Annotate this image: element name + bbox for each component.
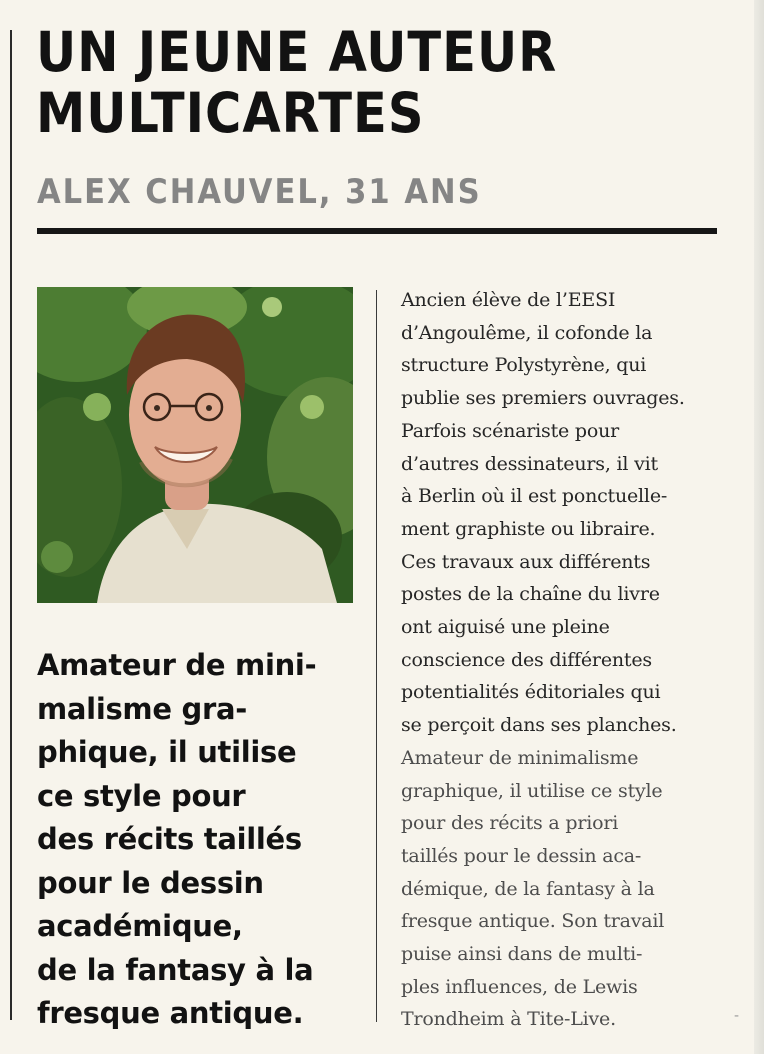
portrait-illustration xyxy=(37,287,353,603)
body-line: postes de la chaîne du livre xyxy=(401,583,660,606)
header-divider xyxy=(37,228,717,234)
article-title xyxy=(36,22,716,144)
column-divider xyxy=(376,290,377,1022)
pull-quote-line: malisme gra- xyxy=(37,691,247,726)
body-line: graphique, il utilise ce style xyxy=(401,779,663,802)
arrow-mark-icon: ‐ xyxy=(734,1008,740,1024)
body-line: ont aiguisé une pleine xyxy=(401,616,610,639)
pull-quote-line: pour le dessin xyxy=(37,865,264,900)
body-line: taillés pour le dessin aca- xyxy=(401,844,642,867)
title-line-2: MULTICARTES xyxy=(36,81,425,145)
body-line: ment graphiste ou libraire. xyxy=(401,517,656,540)
portrait-photo xyxy=(37,287,353,603)
left-margin-rule xyxy=(10,30,12,1020)
pull-quote-line: de la fantasy à la xyxy=(37,952,314,987)
body-line: Parfois scénariste pour xyxy=(401,419,620,442)
pull-quote-line: académique, xyxy=(37,909,243,943)
body-line: pour des récits a priori xyxy=(401,812,619,835)
pull-quote-line: phique, il utilise xyxy=(37,735,297,769)
body-line: structure Polystyrène, qui xyxy=(401,354,647,377)
body-line: publie ses premiers ouvrages. xyxy=(401,387,685,410)
body-line: Trondheim à Tite-Live. xyxy=(401,1008,616,1031)
pull-quote-line: des récits taillés xyxy=(37,822,302,856)
body-line: à Berlin où il est ponctuelle- xyxy=(401,485,668,508)
pull-quote-line: ce style pour xyxy=(37,778,246,813)
body-line: se perçoit dans ses planches. xyxy=(401,714,677,737)
body-line: d’Angoulême, il cofonde la xyxy=(401,321,653,344)
title-line-1: UN JEUNE AUTEUR xyxy=(36,20,558,84)
article-subtitle: ALEX CHAUVEL, 31 ANS xyxy=(37,172,482,212)
body-line: Ancien élève de l’EESI xyxy=(401,289,616,311)
body-line: potentialités éditoriales qui xyxy=(401,681,661,704)
body-line: d’autres dessinateurs, il vit xyxy=(401,452,658,475)
body-line: fresque antique. Son travail xyxy=(401,910,665,933)
page-edge xyxy=(754,0,764,1054)
body-line: Amateur de minimalisme xyxy=(401,746,639,769)
pull-quote xyxy=(37,644,367,1036)
pull-quote-line: fresque antique. xyxy=(37,996,304,1030)
body-line: ples influences, de Lewis xyxy=(401,975,638,998)
pull-quote-line: Amateur de mini- xyxy=(37,648,317,682)
body-line: démique, de la fantasy à la xyxy=(401,877,655,900)
body-line: Ces travaux aux différents xyxy=(401,550,651,573)
body-line: puise ainsi dans de multi- xyxy=(401,943,643,966)
article-body xyxy=(401,284,721,1036)
body-line: conscience des différentes xyxy=(401,648,652,671)
